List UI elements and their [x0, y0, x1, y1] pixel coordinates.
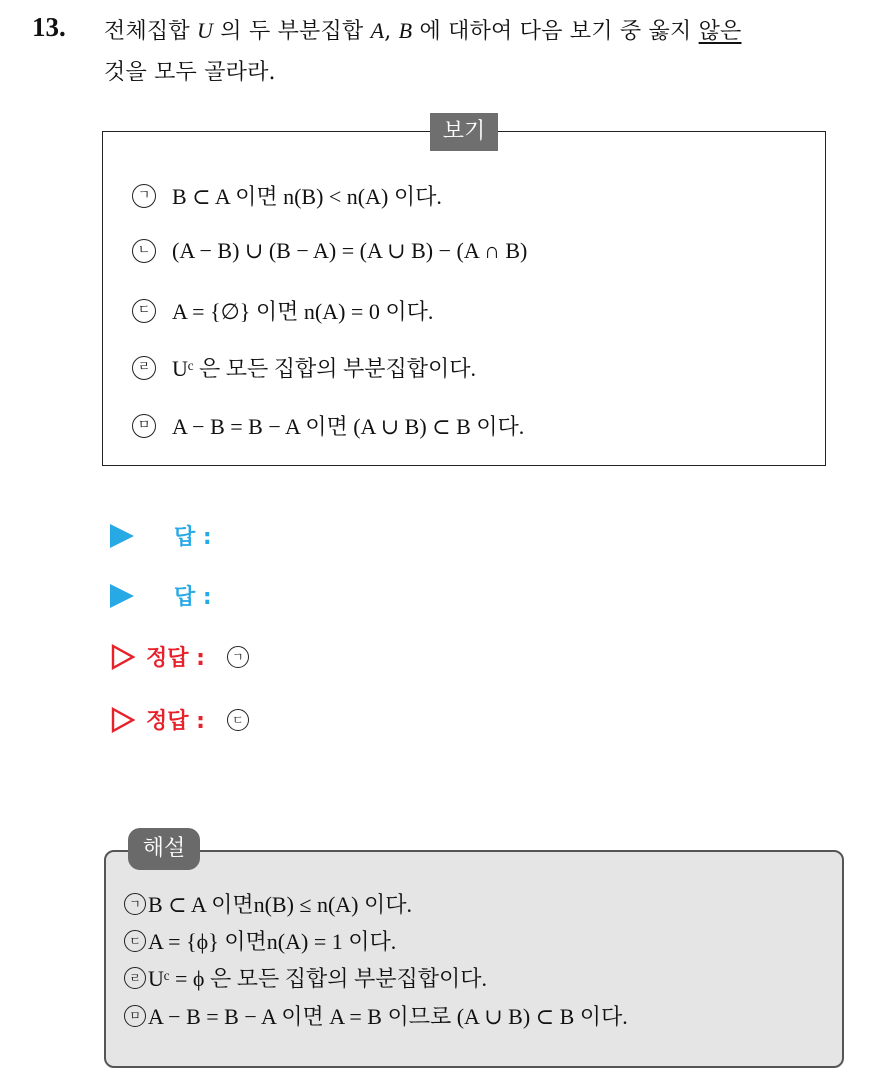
circled-giyeok-icon: ㄱ — [124, 893, 146, 915]
explanation-line-1: ㄱ B ⊂ A 이면n(B) ≤ n(A) 이다. — [124, 888, 412, 919]
answer-label: 답 : — [174, 525, 212, 550]
bogi-label: 보기 — [430, 113, 498, 151]
correct-answer-label: 정답 : — [146, 709, 205, 734]
explanation-label: 해설 — [128, 828, 200, 870]
explanation-box — [104, 850, 844, 1068]
circled-nieun-icon: ㄴ — [132, 239, 156, 263]
play-triangle-icon — [110, 524, 134, 548]
question-text-line1: 전체집합 U 의 두 부분집합 A, B 에 대하여 다음 보기 중 옳지 않은 — [104, 18, 742, 44]
question-text-line2: 것을 모두 골라라. — [104, 60, 276, 85]
outline-triangle-icon — [110, 644, 136, 670]
bogi-item-3: ㄷ A = {∅} 이면 n(A) = 0 이다. — [132, 295, 433, 326]
answer-row-2 — [110, 580, 212, 611]
explanation-line-3: ㄹ Uᶜ = ϕ 은 모든 집합의 부분집합이다. — [124, 962, 487, 993]
bogi-item-2: ㄴ (A − B) ∪ (B − A) = (A ∪ B) − (A ∩ B) — [132, 238, 527, 264]
explanation-line-2: ㄷ A = {ϕ} 이면n(A) = 1 이다. — [124, 925, 396, 956]
outline-triangle-icon — [110, 707, 136, 733]
circled-giyeok-icon: ㄱ — [132, 184, 156, 208]
circled-rieul-icon: ㄹ — [124, 967, 146, 989]
bogi-item-4: ㄹ Uᶜ 은 모든 집합의 부분집합이다. — [132, 352, 476, 383]
correct-answer-row-2 — [110, 704, 249, 735]
underlined-word: 않은 — [698, 19, 742, 44]
correct-answer-row-1 — [110, 641, 249, 672]
circled-digeut-icon: ㄷ — [227, 709, 249, 731]
explanation-line-4: ㅁ A − B = B − A 이면 A = B 이므로 (A ∪ B) ⊂ B 이다. — [124, 1000, 628, 1031]
circled-mieum-icon: ㅁ — [132, 414, 156, 438]
circled-rieul-icon: ㄹ — [132, 356, 156, 380]
circled-digeut-icon: ㄷ — [124, 930, 146, 952]
correct-answer-label: 정답 : — [146, 646, 205, 671]
answer-row-1 — [110, 520, 212, 551]
circled-digeut-icon: ㄷ — [132, 299, 156, 323]
circled-giyeok-icon: ㄱ — [227, 646, 249, 668]
circled-mieum-icon: ㅁ — [124, 1005, 146, 1027]
answer-label: 답 : — [174, 585, 212, 610]
play-triangle-icon — [110, 584, 134, 608]
question-number: 13. — [32, 12, 66, 42]
bogi-item-1: ㄱ B ⊂ A 이면 n(B) < n(A) 이다. — [132, 180, 442, 211]
bogi-item-5: ㅁ A − B = B − A 이면 (A ∪ B) ⊂ B 이다. — [132, 410, 524, 441]
